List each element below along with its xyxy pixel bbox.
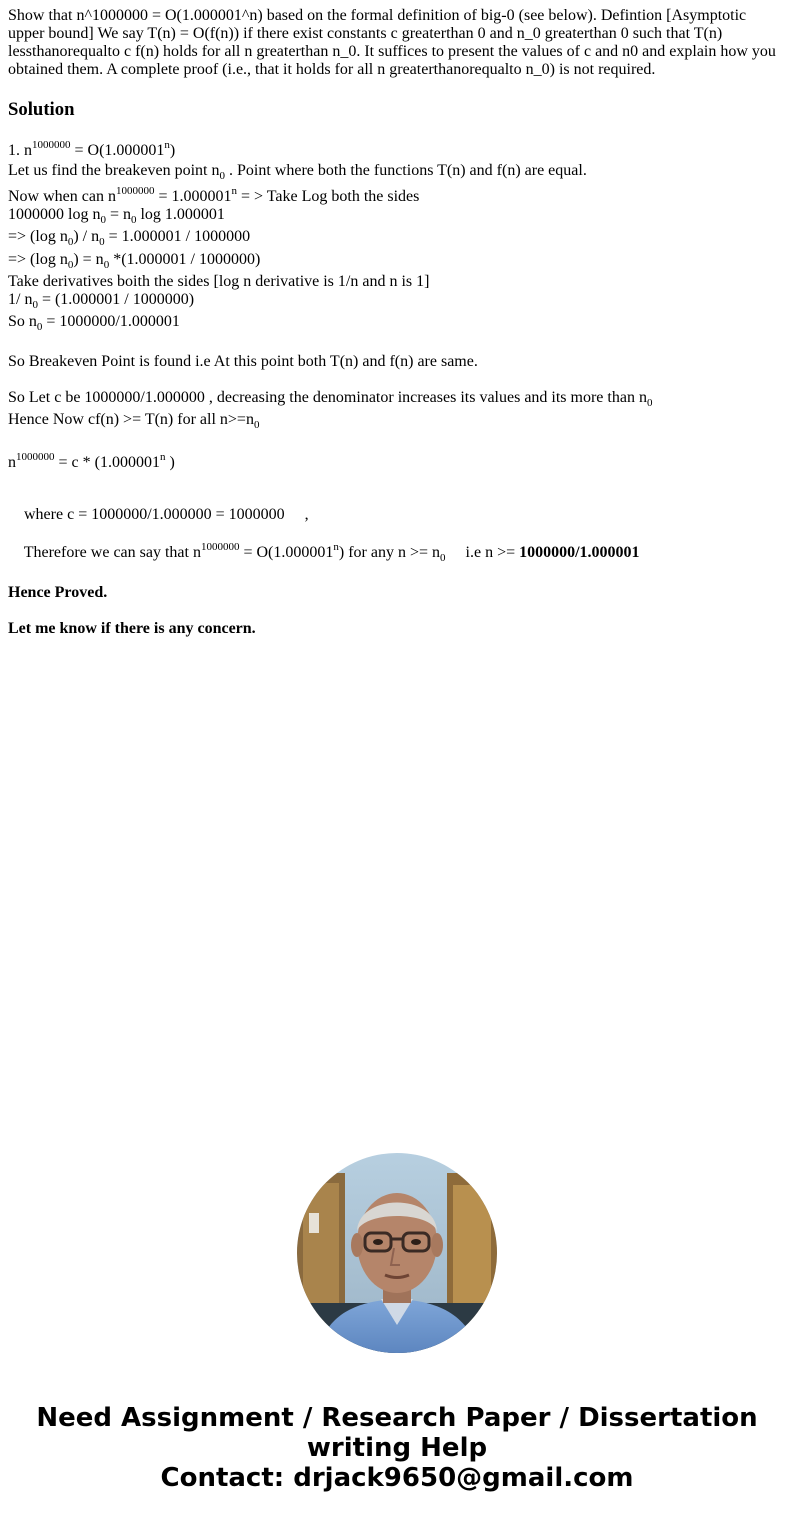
solution-line-13: $n^{1000000} = c * (1.000001^n$ ) xyxy=(8,451,175,471)
hence-proved-text: Hence Proved. xyxy=(8,584,108,601)
solution-line-11: So Let c be 1000000/1.000000 , decreasing the denominator increases its values and its more than $n_0$ xyxy=(8,389,653,409)
solution-line-14: where c = 1000000/1.000000 = 1000000 , xyxy=(24,506,309,523)
solution-line-2: Let us find the breakeven point $n_0$ . Point where both the functions T(n) and f(n) are equal. xyxy=(8,162,587,182)
footer-line-2: writing Help xyxy=(306,1433,488,1463)
footer-line-1: Need Assignment / Research Paper / Dissertation xyxy=(36,1403,758,1433)
person-photo-icon xyxy=(297,1153,497,1353)
solution-line-1: 1. $n^{1000000} = O(1.000001^n)$ xyxy=(8,139,176,159)
solution-line-12: Hence Now cf(n) >= T(n) for all $n>=n_0$ xyxy=(8,411,260,431)
footer-contact: Contact: drjack9650@gmail.com xyxy=(160,1463,634,1493)
document-body xyxy=(8,7,786,637)
solution-heading: Solution xyxy=(8,99,75,120)
solution-line-15: Therefore we can say that $n^{1000000} = O(1.000001^n)$ for any $n >= n_0$ i.e n >= 1000000/1.000001 xyxy=(23,541,640,564)
question-text: Show that n^1000000 = O(1.000001^n) based on the formal definition of big-0 (see below). Defintion [Asymptotic upper bound] We say T(n) = O(f(n)) if there exist constants c greaterthan 0 and n_0 greaterthan 0 such that T(n) lessthanorequalto c f(n) holds for all n greaterthan n_0. It suffices to present the values of c and n0 and explain how you obtained them. A complete proof (i.e., that it holds for all n greaterthanorequalto n_0) is not required. xyxy=(8,7,776,78)
solution-line-5: => (log $n_0) / n_0 = 1.000001 / 1000000$ xyxy=(8,228,251,248)
solution-line-6: => (log $n_0) = n_0$ *(1.000001 / 1000000) xyxy=(8,251,261,271)
solution-line-4: 1000000 $\log n_0 = n_0$ log 1.000001 xyxy=(8,206,225,226)
solution-line-9: So $n_0 = 1000000/1.000001$ xyxy=(8,313,180,333)
solution-line-3: Now when can $n^{1000000} = 1.000001^n$ = > Take Log both the sides xyxy=(8,185,420,205)
concern-text: Let me know if there is any concern. xyxy=(8,620,256,637)
solution-line-8: 1/ $n_0 = (1.000001 / 1000000)$ xyxy=(8,291,195,311)
solution-line-7: Take derivatives boith the sides [log n derivative is 1/n and n is 1] xyxy=(8,273,430,290)
footer-banner xyxy=(0,1403,794,1493)
solution-line-10: So Breakeven Point is found i.e At this point both T(n) and f(n) are same. xyxy=(8,353,478,370)
